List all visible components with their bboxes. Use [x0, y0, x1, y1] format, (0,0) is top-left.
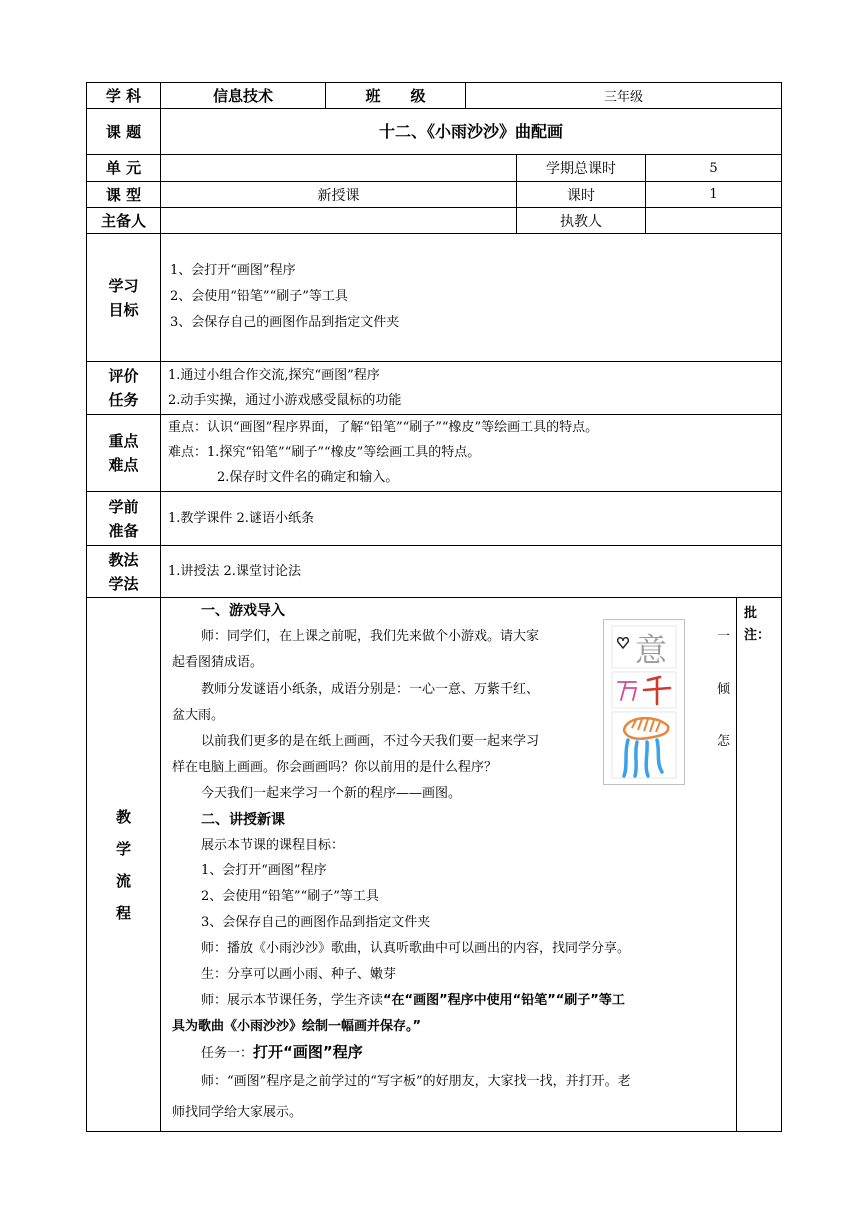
teacher-label: 执教人	[560, 213, 602, 230]
key-points-label-line1: 重点	[108, 432, 139, 450]
paragraph	[201, 992, 625, 1010]
paragraph: 样在电脑上画画。你会画画吗？你以前用的是什么程序？	[172, 760, 498, 775]
section-title-game: 一、游戏导入	[201, 603, 285, 619]
difficult-point-line: 难点：1.探究“铅笔”“刷子”“橡皮”等绘画工具的特点。	[168, 445, 481, 460]
paragraph: 今天我们一起来学习一个新的程序——画图。	[201, 786, 462, 801]
type-label: 课 型	[105, 185, 142, 204]
section-title-lesson: 二、讲授新课	[201, 812, 285, 828]
preparer-label: 主备人	[100, 211, 146, 230]
riddle-frame-3	[612, 712, 676, 778]
process-label-char: 教	[115, 807, 131, 826]
unit-label: 单 元	[105, 159, 142, 177]
preparation-label	[87, 492, 160, 545]
riddle-image	[603, 619, 685, 785]
preparer-value	[161, 208, 516, 233]
task-title: 打开“画图”程序	[253, 1043, 363, 1061]
key-points-label	[87, 415, 160, 491]
notes-label-line2: 注：	[744, 628, 771, 643]
paragraph: 生：分享可以画小雨、种子、嫩芽	[201, 967, 397, 982]
type-value: 新授课	[317, 187, 360, 204]
difficult-point-line: 2.保存时文件名的确定和输入。	[217, 470, 399, 485]
notes-label-line1: 批	[744, 606, 758, 621]
topic-value: 十二、《小雨沙沙》曲配画	[378, 121, 563, 141]
process-label	[87, 598, 160, 1131]
hours-label: 课时	[567, 187, 595, 204]
evaluation-label-line1: 评价	[108, 367, 139, 385]
objectives-label-line1: 学习	[108, 276, 139, 295]
goal-item: 1、会打开“画图”程序	[201, 863, 327, 878]
evaluation-label	[87, 362, 160, 414]
total-hours-label: 学期总课时	[546, 161, 616, 177]
task-statement: 具为歌曲《小雨沙沙》绘制一幅画并保存。”	[172, 1019, 422, 1034]
objectives-label-line2: 目标	[108, 300, 139, 319]
methods-text: 1.讲授法 2.课堂讨论法	[168, 564, 301, 579]
paragraph: 起看图猜成语。	[172, 655, 264, 670]
evaluation-item: 2.动手实操，通过小游戏感受鼠标的功能	[168, 393, 402, 408]
key-point-line: 重点：认识“画图”程序界面，了解“铅笔”“刷子”“橡皮”等绘画工具的特点。	[168, 420, 599, 435]
paragraph: 师：“画图”程序是之前学过的“写字板”的好朋友，大家找一找，并打开。老	[201, 1074, 631, 1089]
preparation-text: 1.教学课件 2.谜语小纸条	[168, 511, 314, 526]
paragraph-text: 师：展示本节课任务，学生齐读	[201, 993, 384, 1008]
methods-label-line1: 教法	[108, 550, 139, 569]
notes-label	[744, 603, 770, 647]
subject-label: 学 科	[105, 86, 142, 105]
evaluation-label-line2: 任务	[108, 391, 139, 409]
class-value: 三年级	[603, 90, 643, 105]
objective-item: 1、会打开“画图”程序	[170, 263, 296, 278]
paragraph: 展示本节课的课程目标：	[201, 838, 345, 853]
objectives-label	[87, 234, 160, 361]
objective-item: 2、会使用“铅笔”“刷子”等工具	[170, 289, 348, 304]
task-statement: “在“画图”程序中使用“铅笔”“刷子”等工	[383, 993, 625, 1008]
paragraph: 教师分发谜语小纸条，成语分别是：一心一意、万紫千红、	[201, 682, 540, 697]
paragraph-tail: 一	[717, 629, 731, 644]
process-label-char: 流	[115, 871, 131, 890]
methods-label	[87, 546, 160, 597]
paragraph: 盆大雨。	[172, 708, 225, 723]
paragraph-tail: 倾	[717, 682, 731, 697]
paragraph: 师：播放《小雨沙沙》歌曲，认真听歌曲中可以画出的内容，找同学分享。	[201, 941, 631, 956]
topic-label: 课 题	[105, 122, 142, 141]
task-prefix: 任务一：	[201, 1046, 254, 1061]
preparation-label-line1: 学前	[108, 497, 139, 516]
riddle-char-yi: 意	[634, 631, 668, 669]
subject-value: 信息技术	[212, 86, 273, 105]
paragraph: 以前我们更多的是在纸上画画，不过今天我们要一起来学习	[201, 734, 540, 749]
unit-value	[161, 155, 516, 181]
hours-value: 1	[709, 187, 718, 202]
objective-item: 3、会保存自己的画图作品到指定文件夹	[170, 315, 400, 330]
teacher-value	[646, 208, 781, 233]
goal-item: 3、会保存自己的画图作品到指定文件夹	[201, 915, 431, 930]
paragraph: 师找同学给大家展示。	[172, 1105, 303, 1120]
key-points-label-line2: 难点	[108, 456, 139, 474]
paragraph: 师：同学们，在上课之前呢，我们先来做个小游戏。请大家	[201, 629, 540, 644]
total-hours-value: 5	[709, 160, 718, 176]
process-label-char: 程	[115, 903, 131, 922]
process-label-char: 学	[115, 839, 131, 858]
paragraph-tail: 怎	[717, 734, 731, 749]
task-heading	[201, 1043, 363, 1063]
methods-label-line2: 学法	[108, 574, 139, 593]
riddle-drawing	[604, 620, 684, 784]
goal-item: 2、会使用“铅笔”“刷子”等工具	[201, 889, 379, 904]
evaluation-item: 1.通过小组合作交流,探究“画图”程序	[168, 368, 380, 383]
class-label: 班 级	[365, 86, 426, 105]
preparation-label-line2: 准备	[108, 521, 139, 540]
